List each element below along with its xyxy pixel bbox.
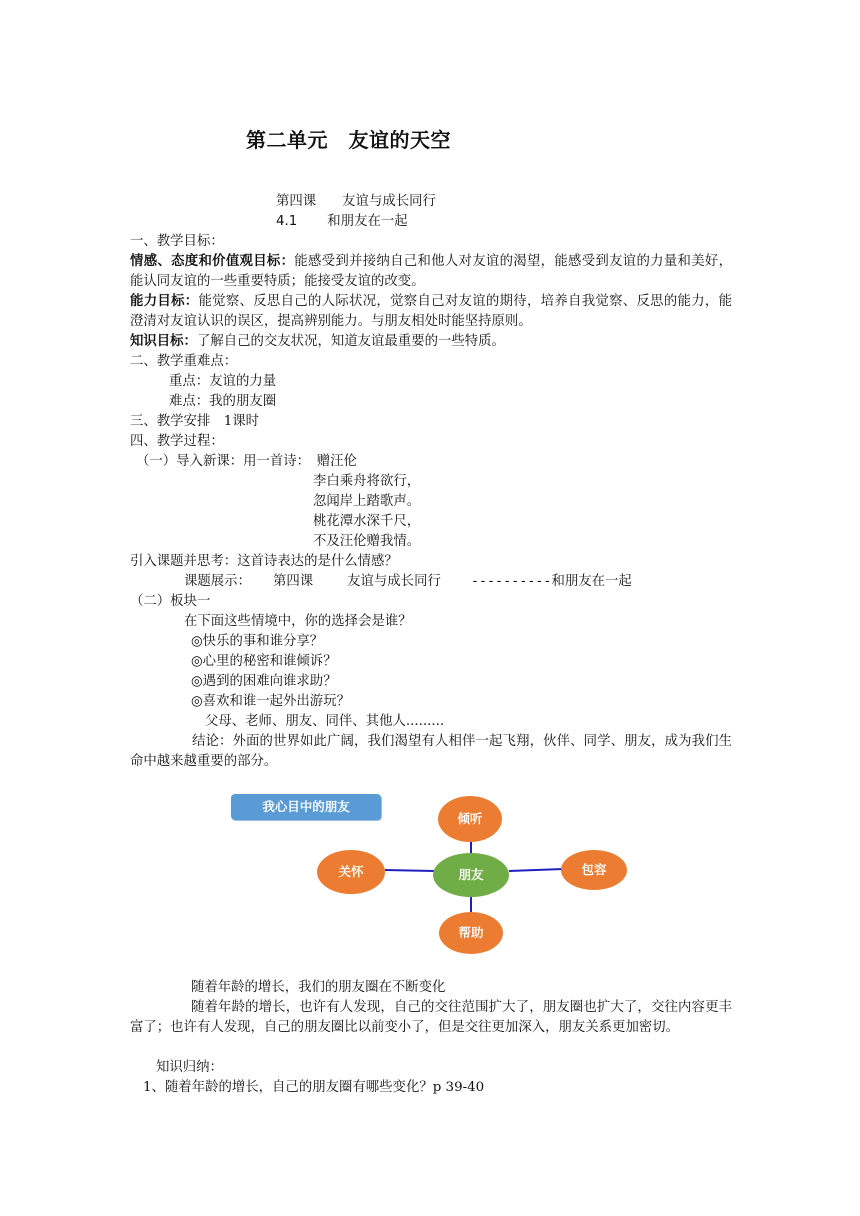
- connector-left: [385, 870, 434, 871]
- question-line: 引入课题并思考：这首诗表达的是什么情感？: [130, 554, 398, 569]
- block-heading: （二）板块一: [130, 594, 211, 609]
- node-friend: 朋友: [433, 853, 509, 897]
- node-listen: 倾听: [438, 796, 502, 842]
- ability-label: 能力目标：: [130, 294, 199, 309]
- topic-name: 友谊与成长同行: [347, 574, 441, 589]
- choice-item: ◎心里的秘密和谁倾诉？: [191, 654, 337, 669]
- lesson-name: 友谊与成长同行: [342, 194, 436, 209]
- connector-right: [509, 869, 563, 871]
- schedule: 三、教学安排 1课时: [130, 414, 260, 429]
- emotion-text: 能感受到并接纳自己和他人对友谊的渴望，能感受到友谊的力量和美好，能认同友谊的一些重要特质；能接受友谊的改变。: [130, 254, 733, 289]
- section-name: 和朋友在一起: [327, 214, 408, 229]
- objectives-heading: 一、教学目标：: [130, 234, 224, 249]
- poem-line: 李白乘舟将欲行，: [313, 474, 421, 489]
- change-line: 随着年龄的增长，我们的朋友圈在不断变化: [191, 980, 446, 995]
- summary-question: 1、随着年龄的增长，自己的朋友圈有哪些变化？p 39-40: [143, 1080, 485, 1095]
- process-heading: 四、教学过程：: [130, 434, 224, 449]
- node-care: 关怀: [317, 850, 385, 894]
- topic-label: 课题展示：: [184, 574, 251, 589]
- ability-objective: [130, 292, 732, 332]
- choice-item: ◎喜欢和谁一起外出游玩？: [191, 694, 350, 709]
- conclusion-paragraph: 结论：外面的世界如此广阔，我们渴望有人相伴一起飞翔，伙伴、同学、朋友，成为我们生命中越来越重要的部分。: [130, 734, 732, 769]
- node-help: 帮助: [439, 912, 503, 954]
- summary-heading: 知识归纳：: [156, 1060, 223, 1075]
- emotion-label: 情感、态度和价值观目标：: [130, 254, 295, 269]
- unit-title: 第二单元 友谊的天空: [246, 128, 451, 152]
- key-point: 重点：友谊的力量: [169, 374, 277, 389]
- topic-lesson: 第四课: [272, 574, 314, 589]
- knowledge-label: 知识目标：: [130, 334, 197, 349]
- difficult-point: 难点：我的朋友圈: [169, 394, 277, 409]
- node-tolerance: 包容: [561, 850, 627, 890]
- friend-diagram: [225, 788, 635, 958]
- lesson-heading: [276, 192, 436, 212]
- change-paragraph: 随着年龄的增长，也许有人发现，自己的交往范围扩大了，朋友圈也扩大了，交往内容更丰富了；也许有人发现，自己的朋友圈比以前变小了，但是交往更加深入，朋友关系更加密切。: [130, 1000, 732, 1035]
- knowledge-text: 了解自己的交友状况，知道友谊最重要的一些特质。: [196, 334, 505, 349]
- intro-line: （一）导入新课：用一首诗： 赠汪伦: [136, 454, 357, 469]
- poem-line: 桃花潭水深千尺，: [313, 514, 421, 529]
- key-points-heading: 二、教学重难点：: [130, 354, 238, 369]
- prompt-line: 在下面这些情境中，你的选择会是谁？: [184, 614, 412, 629]
- knowledge-objective: [130, 332, 505, 352]
- poem-line: 不及汪伦赠我情。: [313, 534, 421, 549]
- options-line: 父母、老师、朋友、同伴、其他人.........: [205, 714, 445, 729]
- diagram-label: 我心目中的朋友: [231, 794, 381, 820]
- ability-text: 能觉察、反思自己的人际状况，觉察自己对友谊的期待，培养自我觉察、反思的能力，能澄清对友谊认识的误区，提高辨别能力。与朋友相处时能坚持原则。: [130, 294, 733, 329]
- section-heading: [276, 212, 408, 232]
- lesson-label: 第四课: [276, 194, 317, 209]
- choice-item: ◎快乐的事和谁分享？: [191, 634, 324, 649]
- emotion-objective: [130, 252, 732, 292]
- topic-tail: ----------和朋友在一起: [470, 574, 632, 589]
- choice-item: ◎遇到的困难向谁求助？: [191, 674, 337, 689]
- topic-line: [184, 572, 632, 592]
- poem-line: 忽闻岸上踏歌声。: [313, 494, 421, 509]
- section-number: 4.1: [276, 214, 298, 229]
